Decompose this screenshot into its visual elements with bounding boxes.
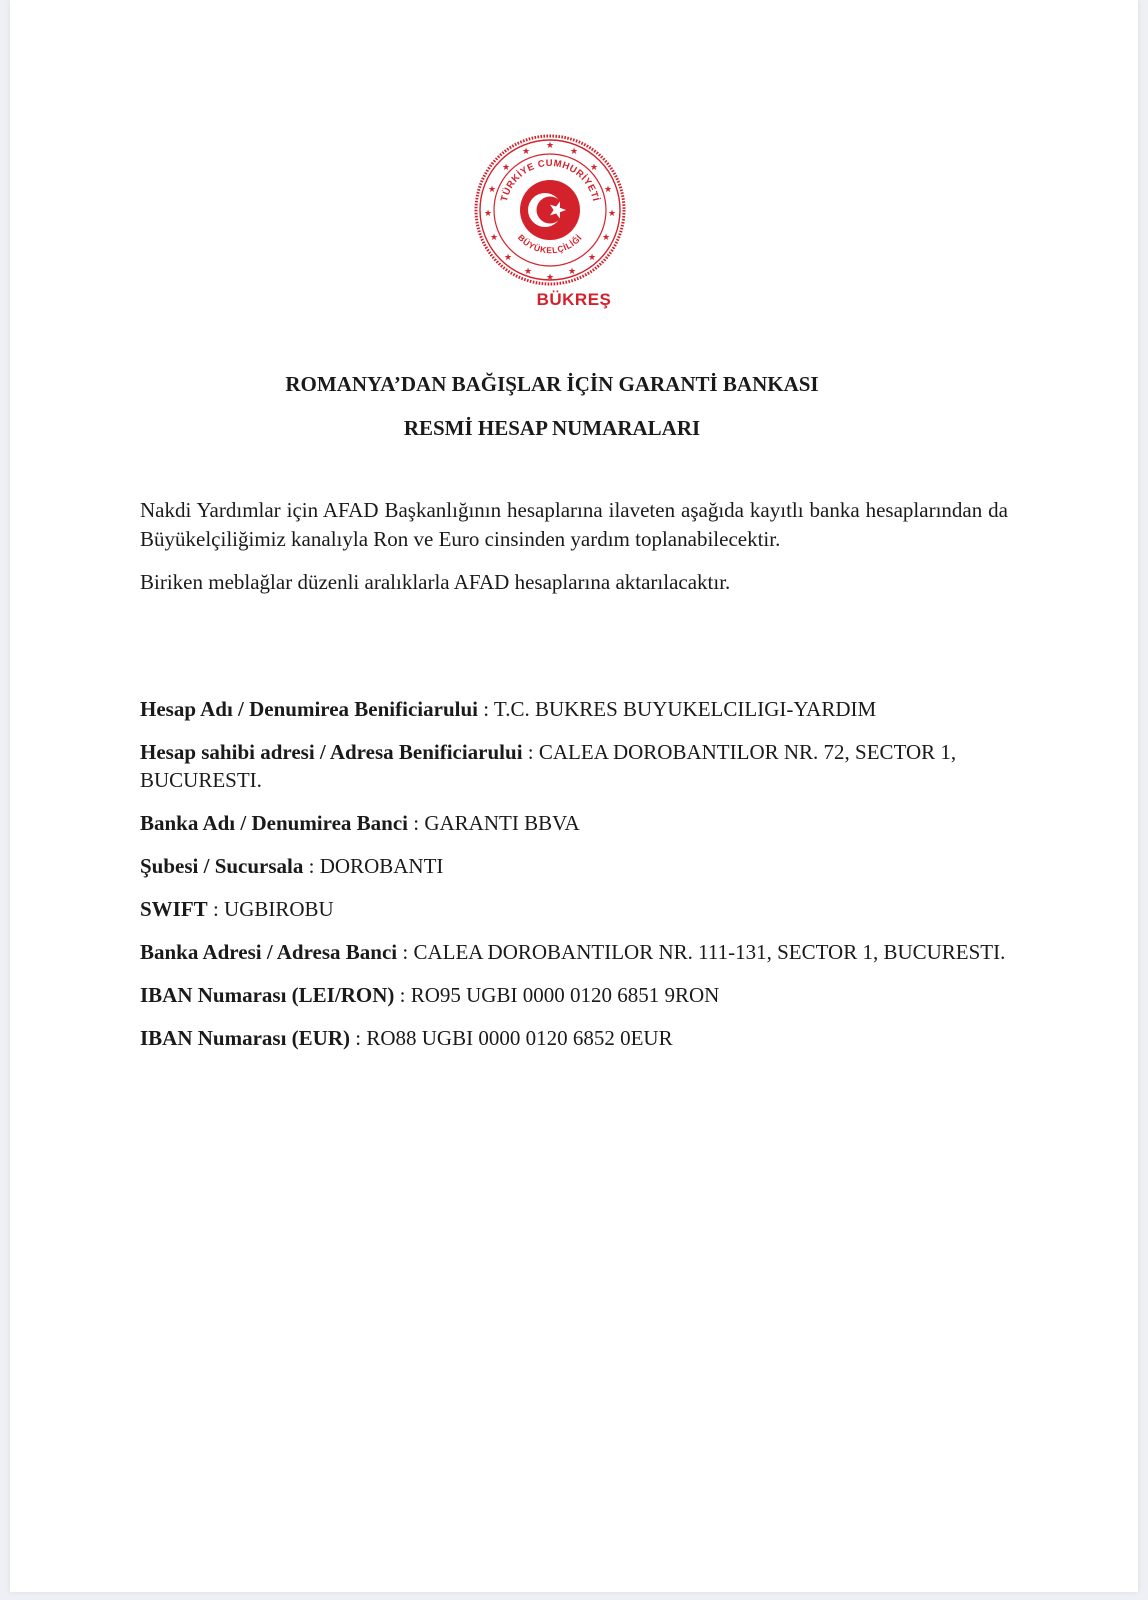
document-page <box>10 0 1138 1592</box>
svg-text:★: ★ <box>521 147 531 157</box>
detail-value: : RO88 UGBI 0000 0120 6852 0EUR <box>350 1026 673 1050</box>
detail-value: : CALEA DOROBANTILOR NR. 72, SECTOR 1, BUCURESTI. <box>140 740 957 792</box>
svg-text:★: ★ <box>501 163 511 173</box>
svg-text:★: ★ <box>487 185 497 195</box>
detail-account-name <box>140 695 1008 723</box>
document-title-line2: RESMİ HESAP NUMARALARI <box>403 416 701 440</box>
detail-iban-ron <box>140 981 1008 1009</box>
svg-text:★: ★ <box>603 185 613 195</box>
detail-label: Banka Adresi / Adresa Banci <box>140 940 398 964</box>
svg-text:★: ★ <box>503 253 513 263</box>
transfer-note-paragraph: Biriken meblağlar düzenli aralıklarla AFAD hesaplarına aktarılacaktır. <box>140 570 731 594</box>
detail-swift <box>140 895 1008 923</box>
detail-value: : GARANTI BBVA <box>408 811 580 835</box>
svg-text:★: ★ <box>489 233 499 243</box>
svg-text:★: ★ <box>601 233 611 243</box>
detail-label: Hesap sahibi adresi / Adresa Benificiarului <box>140 740 523 764</box>
detail-bank-name <box>140 809 1008 837</box>
svg-text:★: ★ <box>483 209 493 219</box>
detail-label: IBAN Numarası (EUR) <box>140 1026 350 1050</box>
seal-ring-text-top: TÜRKİYE CUMHURİYETİ <box>498 157 602 203</box>
svg-text:★: ★ <box>589 163 599 173</box>
svg-text:★: ★ <box>587 253 597 263</box>
svg-text:★: ★ <box>523 267 533 277</box>
seal-city-label: BÜKREŞ <box>536 290 612 309</box>
document-title-line1: ROMANYA’DAN BAĞIŞLAR İÇİN GARANTİ BANKASI <box>285 372 819 396</box>
embassy-seal-emblem <box>472 132 628 288</box>
detail-value: : CALEA DOROBANTILOR NR. 111-131, SECTOR 1, BUCURESTI. <box>397 940 1006 964</box>
svg-text:★: ★ <box>545 141 555 151</box>
detail-label: Şubesi / Sucursala <box>140 854 304 878</box>
svg-text:★: ★ <box>567 267 577 277</box>
detail-iban-eur <box>140 1024 1008 1052</box>
bank-details <box>140 695 1008 1067</box>
seal-ring-text-bottom: BÜYÜKELÇİLİĞİ <box>515 232 584 256</box>
intro-paragraph: Nakdi Yardımlar için AFAD Başkanlığının hesaplarına ilaveten aşağıda kayıtlı banka hesaplarından da Büyükelçiliğimiz kanalıyla Ron ve Euro cinsinden yardım toplanabilecektir. <box>140 498 1008 551</box>
detail-branch <box>140 852 1008 880</box>
detail-value: : T.C. BUKRES BUYUKELCILIGI-YARDIM <box>477 697 877 721</box>
detail-label: Banka Adı / Denumirea Banci <box>140 811 408 835</box>
detail-value: : RO95 UGBI 0000 0120 6851 9RON <box>394 983 720 1007</box>
detail-label: IBAN Numarası (LEI/RON) <box>140 983 395 1007</box>
embassy-seal <box>472 132 628 288</box>
detail-bank-address <box>140 938 1008 966</box>
svg-text:★: ★ <box>569 147 579 157</box>
svg-text:★: ★ <box>607 209 617 219</box>
detail-label: Hesap Adı / Denumirea Benificiarului <box>140 697 478 721</box>
detail-value: : DOROBANTI <box>303 854 444 878</box>
svg-text:★: ★ <box>545 273 555 283</box>
detail-label: SWIFT <box>140 897 208 921</box>
detail-account-holder-address <box>140 738 1008 794</box>
detail-value: : UGBIROBU <box>207 897 334 921</box>
